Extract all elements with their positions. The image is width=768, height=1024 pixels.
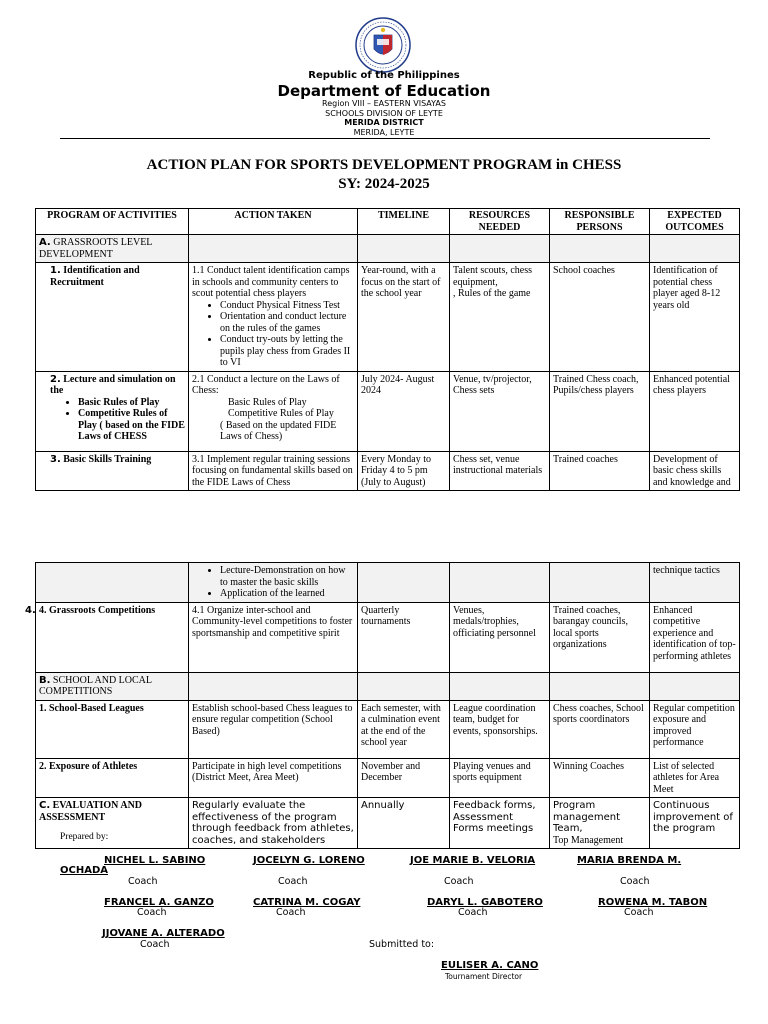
action-bullets <box>192 565 354 600</box>
table-row <box>36 563 740 603</box>
division-label: SCHOOLS DIVISION OF LEYTE <box>325 109 443 118</box>
signatory-role: Coach <box>444 876 474 887</box>
title-line-1: ACTION PLAN FOR SPORTS DEVELOPMENT PROGRAM in CHESS <box>146 157 622 173</box>
action-cell: 4.1 Organize inter-school and Community-level competitions to foster sportsmanship and competitive spirit <box>189 602 358 672</box>
timeline-cell: Each semester, with a culmination event at the end of the school year <box>358 700 450 758</box>
table-row <box>36 700 740 758</box>
region-label: Region VIII – EASTERN VISAYAS <box>322 99 446 108</box>
row-number: 3. <box>50 453 61 465</box>
col-header-program: PROGRAM OF ACTIVITIES <box>36 209 189 235</box>
table-row <box>36 263 740 372</box>
section-a-letter: A. <box>39 237 51 248</box>
outcomes-cell: Identification of potential chess player aged 8-12 years old <box>650 263 740 372</box>
outcomes-cell: Continuous improvement of the program <box>650 798 740 849</box>
list-item: • Application of the learned <box>220 588 354 600</box>
resources-cell: Venue, tv/projector, Chess sets <box>450 371 550 451</box>
document-title <box>0 156 768 194</box>
section-b-row <box>36 672 740 700</box>
signatory <box>253 897 360 908</box>
signatory-role: Coach <box>278 876 308 887</box>
program-bullets <box>50 397 185 443</box>
signatory-name: DARYL L. GABOTERO <box>427 897 543 908</box>
action-subitem: Competitive Rules of Play <box>228 408 334 419</box>
action-subitem: ( Based on the updated FIDE Laws of Chess) <box>220 419 337 442</box>
table-row <box>36 371 740 451</box>
signatory-role: Coach <box>620 876 650 887</box>
outcomes-cell: Regular competition exposure and improved performance <box>650 700 740 758</box>
resources-cell-extra: , Rules of the game <box>453 288 531 299</box>
timeline-cell: Annually <box>358 798 450 849</box>
signatory-name: NICHEL L. SABINO <box>104 855 206 866</box>
action-plan-table <box>35 208 740 491</box>
republic-label: Republic of the Philippines <box>308 70 460 81</box>
signatory-role: Coach <box>624 907 654 918</box>
resources-cell: Playing venues and sports equipment <box>450 758 550 798</box>
signatory-role: Coach <box>128 876 158 887</box>
resources-cell: Chess set, venue instructional materials <box>450 451 550 491</box>
district-label: MERIDA DISTRICT <box>344 118 424 127</box>
director-role: Tournament Director <box>445 972 523 981</box>
signatory-role: Coach <box>140 939 170 950</box>
department-name: Department of Education <box>277 82 491 100</box>
action-cell: Establish school-based Chess leagues to ensure regular competition (School Based) <box>189 700 358 758</box>
signatory-name: JOCELYN G. LORENO <box>253 855 365 866</box>
persons-cell: Trained coaches <box>550 451 650 491</box>
table-row <box>36 451 740 491</box>
row-number: 2. <box>50 373 61 385</box>
deped-seal-logo <box>355 17 411 73</box>
section-b-letter: B. <box>39 674 51 686</box>
section-c-row <box>36 798 740 849</box>
program-cell: 1. School-Based Leagues <box>36 700 189 758</box>
action-bullets <box>192 300 354 369</box>
action-subitem: Basic Rules of Play <box>228 396 307 408</box>
signatory-name: ROWENA M. TABON <box>598 897 708 908</box>
col-header-persons: RESPONSIBLE PERSONS <box>550 209 650 235</box>
resources-cell: Venues, medals/trophies, officiating personnel <box>450 602 550 672</box>
outcomes-cell: Development of basic chess skills and knowledge and <box>650 451 740 491</box>
row-number: 1. <box>50 265 61 276</box>
signatory <box>253 855 365 866</box>
persons-cell: Trained coaches, barangay councils, local sports organizations <box>550 602 650 672</box>
signatory-role: Coach <box>137 907 167 918</box>
section-c-letter: C. <box>39 800 51 811</box>
location-label: MERIDA, LEYTE <box>353 128 415 137</box>
list-item: • Lecture-Demonstration on how to master the basic skills <box>220 565 354 588</box>
program-cell: Lecture and simulation on the <box>50 373 176 396</box>
persons-cell: Program management Team, <box>553 800 620 834</box>
signatory <box>60 865 108 876</box>
list-item: • Conduct Physical Fitness Test <box>220 300 354 312</box>
resources-cell: League coordination team, budget for events, sponsorships. <box>450 700 550 758</box>
action-cell: 3.1 Implement regular training sessions focusing on fundamental skills based on the FIDE Laws of Chess <box>189 451 358 491</box>
persons-cell: Trained Chess coach, Pupils/chess players <box>550 371 650 451</box>
col-header-outcomes: EXPECTED OUTCOMES <box>650 209 740 235</box>
timeline-cell: November and December <box>358 758 450 798</box>
timeline-cell: Year-round, with a focus on the start of the school year <box>358 263 450 372</box>
table-row <box>36 602 740 672</box>
persons-cell-extra: Top Management <box>553 834 624 846</box>
director-signatory <box>441 960 538 971</box>
submitted-to-label: Submitted to: <box>369 939 435 950</box>
title-line-2: SY: 2024-2025 <box>338 176 430 192</box>
signatory-name: MARIA BRENDA M. <box>577 855 682 866</box>
section-a-row <box>36 235 740 263</box>
section-a-label: GRASSROOTS LEVEL DEVELOPMENT <box>39 237 153 260</box>
signatory-name-cont: OCHADA <box>60 865 108 876</box>
signatory-name: JJOVANE A. ALTERADO <box>102 928 225 939</box>
col-header-action: ACTION TAKEN <box>189 209 358 235</box>
signatory <box>102 928 225 939</box>
program-cell: 2. Exposure of Athletes <box>36 758 189 798</box>
section-b-label: SCHOOL AND LOCAL COMPETITIONS <box>39 674 152 697</box>
list-item: • Orientation and conduct lecture on the rules of the games <box>220 311 354 334</box>
signatory-name: FRANCEL A. GANZO <box>104 897 214 908</box>
resources-cell: Talent scouts, chess equipment, <box>453 265 533 288</box>
action-plan-table-continued <box>25 562 740 849</box>
signatory <box>410 855 535 866</box>
timeline-cell: Every Monday to Friday 4 to 5 pm (July to August) <box>358 451 450 491</box>
outcomes-cell: Enhanced competitive experience and identification of top-performing athletes <box>650 602 740 672</box>
signatory-name: CATRINA M. COGAY <box>253 897 361 908</box>
list-item: • Basic Rules of Play <box>78 397 185 409</box>
program-cell: Basic Skills Training <box>63 453 152 465</box>
timeline-cell: July 2024- August 2024 <box>358 371 450 451</box>
persons-cell: School coaches <box>550 263 650 372</box>
resources-cell: Feedback forms, Assessment Forms meetings <box>450 798 550 849</box>
outcomes-cell: List of selected athletes for Area Meet <box>650 758 740 798</box>
outcomes-cell: Enhanced potential chess players <box>650 371 740 451</box>
signatory <box>577 855 681 866</box>
persons-cell: Winning Coaches <box>550 758 650 798</box>
signatory-role: Coach <box>458 907 488 918</box>
signatory-role: Coach <box>276 907 306 918</box>
table-row <box>36 758 740 798</box>
list-item: • Competitive Rules of Play ( based on the FIDE Laws of CHESS <box>78 408 185 443</box>
signatory <box>104 855 205 866</box>
action-cell: Regularly evaluate the effectiveness of the program through feedback from athletes, coaches, and stakeholders <box>189 798 358 849</box>
prepared-by-label: Prepared by: <box>60 832 109 842</box>
row-number: 4. <box>25 604 36 616</box>
col-header-resources: RESOURCES NEEDED <box>450 209 550 235</box>
signatory-name: JOE MARIE B. VELORIA <box>410 855 536 866</box>
program-cell: 4. Grassroots Competitions <box>39 604 156 616</box>
list-item: • Conduct try-outs by letting the pupils play chess from Grades II to VI <box>220 334 354 369</box>
action-cell: 2.1 Conduct a lecture on the Laws of Chess: <box>192 373 340 396</box>
program-cell: Identification and Recruitment <box>50 265 140 288</box>
director-name: EULISER A. CANO <box>441 960 539 971</box>
section-c-label: EVALUATION AND ASSESSMENT <box>39 800 143 823</box>
action-cell: 1.1 Conduct talent identification camps in schools and community centers to scout potential chess players <box>192 265 350 299</box>
header-divider <box>60 138 710 139</box>
outcomes-cell: technique tactics <box>650 563 740 603</box>
action-cell: Participate in high level competitions (District Meet, Area Meet) <box>189 758 358 798</box>
col-header-timeline: TIMELINE <box>358 209 450 235</box>
timeline-cell: Quarterly tournaments <box>358 602 450 672</box>
persons-cell: Chess coaches, School sports coordinators <box>550 700 650 758</box>
